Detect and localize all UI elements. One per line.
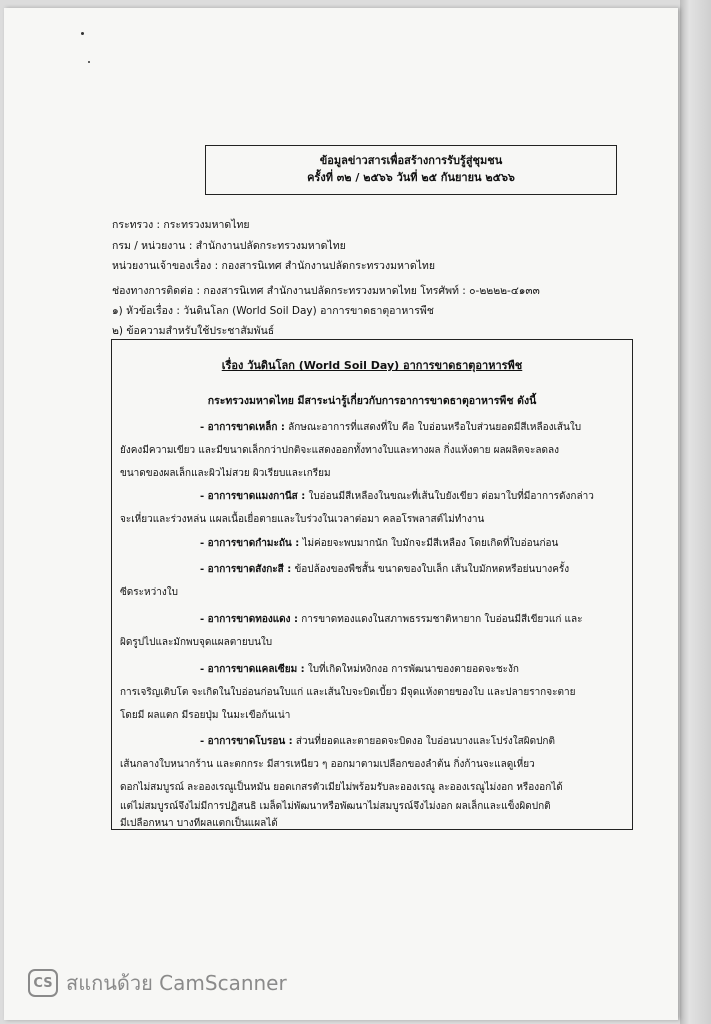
header-title: ข้อมูลข่าวสารเพื่อสร้างการรับรู้สู่ชุมชน	[319, 154, 503, 167]
scan-speck	[81, 32, 84, 35]
zn-line-2: ซีดระหว่างใบ	[120, 587, 178, 598]
b-heading: - อาการขาดโบรอน :	[200, 736, 293, 747]
mn-line-1: - อาการขาดแมงกานีส : ใบอ่อนมีสีเหลืองในขณะที่เส้นใบยังเขียว ต่อมาใบที่มีอาการดังกล่าว	[200, 491, 594, 502]
b-line-4: แต่ไม่สมบูรณ์จึงไม่มีการปฏิสนธิ เมล็ดไม่พัฒนาหรือพัฒนาไม่สมบูรณ์จึงไม่งอก ผลเล็กและแข็งผิดปกติ	[120, 801, 551, 812]
camscanner-watermark	[28, 968, 287, 998]
content-box	[111, 339, 633, 830]
ca-line-1: - อาการขาดแคลเซียม : ใบที่เกิดใหม่หงิกงอ การพัฒนาของตายอดจะชะงัก	[200, 664, 519, 675]
meta-ministry: กระทรวง : กระทรวงมหาดไทย	[112, 219, 250, 231]
b-line-5: มีเปลือกหนา บางทีผลแตกเป็นแผลได้	[120, 818, 278, 829]
header-issue: ครั้งที่ ๓๒ / ๒๕๖๖ วันที่ ๒๕ กันยายน ๒๕๖๖	[307, 171, 515, 184]
mn-line-2: จะเหี่ยวและร่วงหล่น แผลเนื้อเยื่อตายและใบร่วงในเวลาต่อมา คลอโรพลาสต์ไม่ทำงาน	[120, 514, 485, 525]
mn-heading: - อาการขาดแมงกานีส :	[200, 491, 306, 502]
ca-line-2: การเจริญเติบโต จะเกิดในใบอ่อนก่อนใบแก่ และเส้นใบจะบิดเบี้ยว มีจุดแห้งตายของใบ และปลายรากจะตาย	[120, 687, 576, 698]
s-line-1: - อาการขาดกำมะถัน : ไม่ค่อยจะพบมากนัก ใบมักจะมีสีเหลือง โดยเกิดที่ใบอ่อนก่อน	[200, 538, 559, 549]
cu-line-2: ผิดรูปไปและมักพบจุดแผลตายบนใบ	[120, 637, 273, 648]
content-title: เรื่อง วันดินโลก (World Soil Day) อาการขาดธาตุอาหารพืช	[221, 359, 523, 372]
zn-heading: - อาการขาดสังกะสี :	[200, 564, 292, 575]
ca-line-3: โดยมี ผลแตก มีรอยปุ่ม ในมะเขือก้นเน่า	[120, 710, 291, 721]
iron-line-3: ขนาดของผลเล็กและผิวไม่สวย ผิวเรียบและเกรียม	[120, 468, 331, 479]
ca-heading: - อาการขาดแคลเซียม :	[200, 664, 305, 675]
content-intro: กระทรวงมหาดไทย มีสาระน่ารู้เกี่ยวกับการอาการขาดธาตุอาหารพืช ดังนี้	[207, 395, 537, 407]
header-box	[205, 145, 617, 195]
watermark-text: สแกนด้วย CamScanner	[66, 971, 287, 995]
s-heading: - อาการขาดกำมะถัน :	[200, 538, 300, 549]
meta-topic: ๑) หัวข้อเรื่อง : วันดินโลก (World Soil Day) อาการขาดธาตุอาหารพืช	[112, 305, 434, 317]
meta-contact: ช่องทางการติดต่อ : กองสารนิเทศ สำนักงานปลัดกระทรวงมหาดไทย โทรศัพท์ : ๐-๒๒๒๒-๔๑๓๓	[112, 285, 540, 297]
cu-line-1: - อาการขาดทองแดง : การขาดทองแดงในสภาพธรรมชาติหายาก ใบอ่อนมีสีเขียวแก่ และ	[200, 614, 583, 625]
scan-speck	[88, 61, 90, 63]
meta-pr-text: ๒) ข้อความสำหรับใช้ประชาสัมพันธ์	[112, 325, 275, 337]
iron-heading: - อาการขาดเหล็ก :	[200, 422, 285, 433]
zn-line-1: - อาการขาดสังกะสี : ข้อปล้องของพืชสั้น ขนาดของใบเล็ก เส้นใบมักหดหรือย่นบางครั้ง	[200, 564, 570, 575]
iron-line-2: ยังคงมีความเขียว และมีขนาดเล็กกว่าปกติจะแสดงออกทั้งทางใบและทางผล กิ่งแห้งตาย ผลผลิตจะลดลง	[120, 445, 559, 456]
meta-department: กรม / หน่วยงาน : สำนักงานปลัดกระทรวงมหาดไทย	[112, 240, 346, 252]
scan-edge-strip	[680, 0, 711, 1024]
b-line-3: ดอกไม่สมบูรณ์ ละอองเรณูเป็นหมัน ยอดเกสรตัวเมียไม่พร้อมรับละอองเรณู ละอองเรณูไม่งอก หรืองอกได้	[120, 782, 563, 793]
b-line-2: เส้นกลางใบหนากร้าน และตกกระ มีสารเหนียว ๆ ออกมาตามเปลือกของลำต้น กิ่งก้านจะแลดูเหี่ยว	[120, 759, 535, 770]
b-line-1: - อาการขาดโบรอน : ส่วนที่ยอดและตายอดจะบิดงอ ใบอ่อนบางและโปร่งใสผิดปกติ	[200, 736, 555, 747]
camscanner-logo-icon: CS	[28, 969, 58, 997]
iron-line-1: - อาการขาดเหล็ก : ลักษณะอาการที่แสดงที่ใบ คือ ใบอ่อนหรือใบส่วนยอดมีสีเหลืองเส้นใบ	[200, 422, 582, 433]
cu-heading: - อาการขาดทองแดง :	[200, 614, 299, 625]
meta-owner-unit: หน่วยงานเจ้าของเรื่อง : กองสารนิเทศ สำนักงานปลัดกระทรวงมหาดไทย	[112, 260, 435, 272]
